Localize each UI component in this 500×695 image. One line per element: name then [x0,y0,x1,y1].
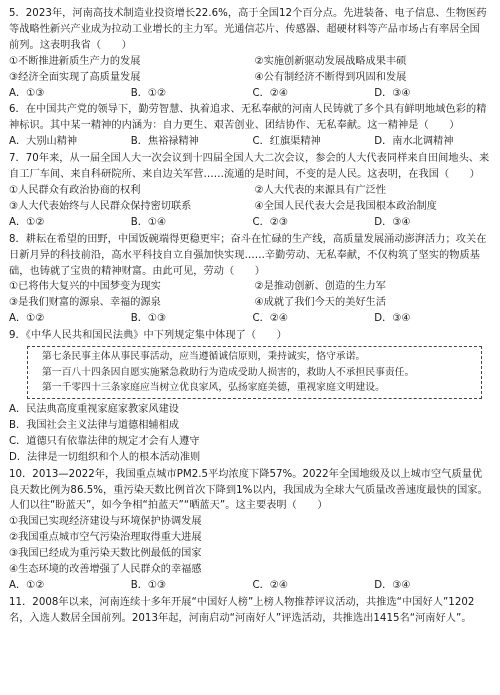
option-d: D．③④ [374,313,411,325]
option-a: A．①③ [9,87,45,99]
question-10 [9,467,490,594]
answer-options [9,402,490,466]
question-8 [9,232,490,327]
option-a: A．①② [9,216,45,228]
option-b: B．焦裕禄精神 [130,136,199,148]
answer-options [9,134,490,150]
answer-options [9,311,490,327]
option-b: B．①② [130,87,167,99]
option-a: A．①② [9,313,45,325]
answer-options [9,86,490,102]
statement-item: ①我国已实现经济建设与环境保护协调发展 [9,516,202,528]
option-d: D．③④ [374,216,411,228]
question-11 [9,595,490,627]
statement-item: ②人大代表的来源具有广泛性 [254,184,386,196]
statement-item: ④生态环境的改善增强了人民群众的幸福感 [9,564,202,576]
option-b: B．①③ [130,580,167,592]
statement-item: ①人民群众有政治协商的权利 [9,184,141,196]
statement-items [9,514,490,578]
statement-item: ③是我们财富的源泉、幸福的源泉 [9,297,161,309]
option-d: D．南水北调精神 [374,136,454,148]
question-stem: 8．耕耘在希望的田野，中国饭碗端得更稳更牢；奋斗在忙碌的生产线，高质量发展涌动澎湃活力；攻关在日新月异的科技前沿，高水平科技自立自强加快实现……辛勤劳动、无私奉献，不仅构筑了坚实的物质基础，也铸就了宝贵的精神财富。由此可见，劳动（ ） [9,233,487,277]
statement-items [9,183,490,215]
option-d: D．③④ [374,87,411,99]
law-article: 第一百八十四条因自愿实施紧急救助行为造成受助人损害的，救助人不承担民事责任。 [42,366,415,378]
statement-item: ③我国已经成为重污染天数比例最低的国家 [9,548,202,560]
statement-item: ②是推动创新、创造的生力军 [254,281,386,293]
statement-item: ②实施创新驱动发展战略成果丰硕 [254,55,407,67]
statement-items [9,54,490,86]
law-article: 第七条民事主体从事民事活动，应当遵循诚信原则，秉持诚实，恪守承诺。 [42,351,366,363]
option-c: C．道德只有依靠法律的规定才会有人遵守 [9,435,200,447]
statement-item: ③人大代表始终与人民群众保持密切联系 [9,200,192,212]
question-stem: 11．2008年以来，河南连续十多年开展“中国好人榜”上榜人物推荐评议活动，共推选“中国好人”1202名，入选人数居全国前列。2013年起，河南启动“河南好人”评选活动，共推选出1415名“河南好人”。 [9,596,475,624]
option-c: C．②④ [252,580,289,592]
law-excerpt-box [27,346,482,399]
option-d: D．③④ [374,580,411,592]
option-b: B．①④ [130,216,167,228]
law-article: 第一千零四十三条家庭应当树立优良家风，弘扬家庭美德，重视家庭文明建设。 [42,382,385,394]
statement-item: ④成就了我们今天的美好生活 [254,297,386,309]
question-9 [9,328,490,466]
question-stem: 5．2023年，河南高技术制造业投资增长22.6%，高于全国12个百分点。先进装备、电子信息、生物医药等战略性新兴产业成为拉动工业增长的主力军。光通信芯片、传感器、超硬材料等产品市场占有率居全国前列。这表明我省（ ） [9,8,487,51]
question-stem: 6．在中国共产党的领导下，勤劳智慧、执着追求、无私奉献的河南人民铸就了多个具有鲜明地域色彩的精神标识。其中某一精神的内涵为：自力更生、艰苦创业、团结协作、无私奉献。这一精神是（ ） [9,104,487,132]
statement-item: ①不断推进新质生产力的发展 [9,55,141,67]
question-6 [9,102,490,150]
statement-item: ②我国重点城市空气污染治理取得重大进展 [9,532,202,544]
question-stem: 10．2013—2022年，我国重点城市PM2.5平均浓度下降57%。2022年全国地级及以上城市空气质量优良天数比例为86.5%，重污染天数比例首次下降到1%以内，我国成为全球大气质量改善速度最快的国家。人们以往“盼蓝天”，如今争相“拍蓝天”“晒蓝天”。这主要表明（ ） [9,468,488,512]
option-c: C．②④ [252,313,289,325]
statement-item: ④公有制经济不断得到巩固和发展 [254,71,407,83]
option-a: A．大别山精神 [9,136,78,148]
option-b: B．①③ [130,313,167,325]
question-5 [9,6,490,101]
answer-options [9,215,490,231]
statement-item: ①已将伟大复兴的中国梦变为现实 [9,281,161,293]
option-c: C．红旗渠精神 [252,136,321,148]
option-a: A．民法典高度重视家庭家教家风建设 [9,404,179,416]
option-c: C．②③ [252,216,289,228]
question-7 [9,151,490,231]
option-c: C．②④ [252,87,289,99]
question-stem: 9．《中华人民共和国民法典》中下列规定集中体现了（ ） [9,330,287,342]
option-b: B．我国社会主义法律与道德相辅相成 [9,419,179,431]
statement-item: ④全国人民代表大会是我国根本政治制度 [254,200,437,212]
question-stem: 7．70年来，从一届全国人大一次会议到十四届全国人大二次会议，参会的人大代表同样来自田间地头、来自工厂车间、来自科研院所、来自边关军营……流通的是时间，不变的是人民。这表明，在我国（ ） [9,153,490,181]
answer-options [9,578,490,594]
statement-items [9,279,490,311]
option-a: A．①② [9,580,45,592]
option-d: D．法律是一切组织和个人的根本活动准则 [9,451,201,463]
statement-item: ③经济全面实现了高质量发展 [9,71,141,83]
